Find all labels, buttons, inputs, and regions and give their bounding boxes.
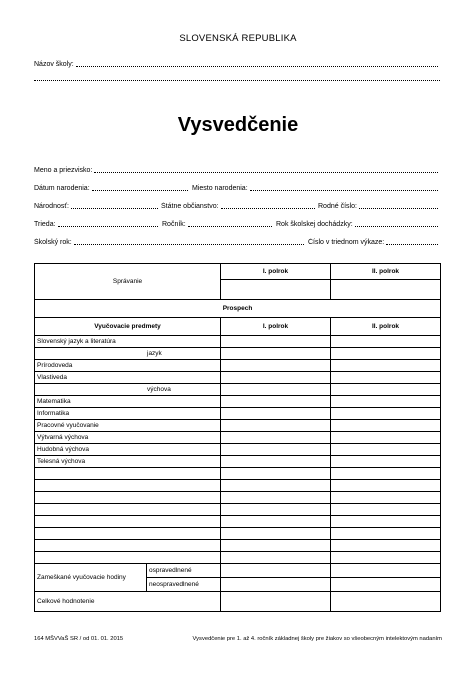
behavior-term2-header: II. polrok [331, 264, 441, 280]
subject-name[interactable] [35, 528, 221, 540]
subject-name: Telesná výchova [35, 456, 221, 468]
subject-name: jazyk [35, 348, 221, 360]
school-year-label: Školský rok: [34, 239, 72, 246]
personal-number-field[interactable] [318, 202, 440, 210]
subjects-term2-header: II. polrok [331, 318, 441, 336]
subject-name: Prírodoveda [35, 360, 221, 372]
school-name-dots [76, 60, 438, 67]
birth-date-dots [92, 184, 188, 191]
overall-label: Celkové hodnotenie [35, 592, 221, 612]
grade-term2-cell[interactable] [331, 492, 441, 504]
grade-term1-cell[interactable] [221, 540, 331, 552]
register-number-label: Číslo v triednom výkaze: [308, 239, 385, 246]
year-label: Ročník: [162, 221, 186, 228]
behavior-term2-cell[interactable] [331, 280, 441, 300]
attendance-year-label: Rok školskej dochádzky: [276, 221, 353, 228]
attendance-year-field[interactable] [276, 220, 440, 228]
class-label: Trieda: [34, 221, 56, 228]
birth-date-label: Dátum narodenia: [34, 185, 90, 192]
personal-number-label: Rodné číslo: [318, 203, 357, 210]
grade-term1-cell[interactable] [221, 432, 331, 444]
grade-term1-cell[interactable] [221, 480, 331, 492]
grade-term2-cell[interactable] [331, 480, 441, 492]
subject-name: Slovenský jazyk a literatúra [35, 336, 221, 348]
subject-name: Hudobná výchova [35, 444, 221, 456]
subject-name[interactable] [35, 516, 221, 528]
grade-term1-cell[interactable] [221, 420, 331, 432]
nationality-label: Národnosť: [34, 203, 69, 210]
name-label: Meno a priezvisko: [34, 167, 93, 174]
grade-term1-cell[interactable] [221, 492, 331, 504]
subject-name: Výtvarná výchova [35, 432, 221, 444]
grade-term1-cell[interactable] [221, 408, 331, 420]
subjects-header: Vyučovacie predmety [35, 318, 221, 336]
school-name-label: Názov školy: [34, 61, 74, 68]
subject-name: Pracovné vyučovanie [35, 420, 221, 432]
country-heading: SLOVENSKÁ REPUBLIKA [179, 33, 297, 44]
class-dots [58, 220, 158, 227]
personal-number-dots [359, 202, 438, 209]
grade-term1-cell[interactable] [221, 372, 331, 384]
name-field[interactable] [34, 166, 440, 174]
overall-term1-cell[interactable] [221, 592, 331, 612]
grade-term1-cell[interactable] [221, 552, 331, 564]
year-field[interactable] [162, 220, 274, 228]
grade-term2-cell[interactable] [331, 384, 441, 396]
document-title: Vysvedčenie [177, 114, 299, 136]
subject-name: Matematika [35, 396, 221, 408]
overall-term2-cell[interactable] [331, 592, 441, 612]
citizenship-field[interactable] [161, 202, 317, 210]
grade-term1-cell[interactable] [221, 348, 331, 360]
grade-term2-cell[interactable] [331, 396, 441, 408]
unexcused-term2-cell[interactable] [331, 578, 441, 592]
year-dots [188, 220, 272, 227]
school-name-field[interactable] [34, 60, 440, 68]
subjects-term1-header: I. polrok [221, 318, 331, 336]
excused-term2-cell[interactable] [331, 564, 441, 578]
grade-term2-cell[interactable] [331, 552, 441, 564]
form-code: 164 MŠVVaŠ SR / od 01. 01. 2015 [34, 636, 124, 642]
behavior-label: Správanie [35, 264, 221, 300]
register-number-field[interactable] [308, 238, 440, 246]
excused-term1-cell[interactable] [221, 564, 331, 578]
attendance-year-dots [355, 220, 438, 227]
grade-term2-cell[interactable] [331, 432, 441, 444]
class-field[interactable] [34, 220, 160, 228]
grade-term2-cell[interactable] [331, 456, 441, 468]
grade-term2-cell[interactable] [331, 444, 441, 456]
missed-hours-label: Zameškané vyučovacie hodiny [35, 564, 147, 592]
grade-term2-cell[interactable] [331, 360, 441, 372]
unexcused-term1-cell[interactable] [221, 578, 331, 592]
grade-term2-cell[interactable] [331, 348, 441, 360]
subject-name[interactable] [35, 552, 221, 564]
nationality-field[interactable] [34, 202, 160, 210]
grade-term2-cell[interactable] [331, 504, 441, 516]
birth-place-label: Miesto narodenia: [192, 185, 248, 192]
grade-term1-cell[interactable] [221, 528, 331, 540]
excused-label: ospravedlnené [147, 564, 221, 578]
grade-term1-cell[interactable] [221, 456, 331, 468]
school-year-field[interactable] [34, 238, 306, 246]
subject-name[interactable] [35, 492, 221, 504]
subject-name: Informatika [35, 408, 221, 420]
grade-term2-cell[interactable] [331, 540, 441, 552]
grade-term2-cell[interactable] [331, 408, 441, 420]
behavior-term1-header: I. polrok [221, 264, 331, 280]
grade-term2-cell[interactable] [331, 528, 441, 540]
grade-term2-cell[interactable] [331, 420, 441, 432]
birth-date-field[interactable] [34, 184, 190, 192]
subject-name[interactable] [35, 540, 221, 552]
register-number-dots [386, 238, 438, 245]
grades-table [34, 263, 441, 612]
form-description: Vysvedčenie pre 1. až 4. ročník základnej školy pre žiakov so všeobecným intelektovým nadaním [192, 636, 442, 642]
grade-term1-cell[interactable] [221, 468, 331, 480]
nationality-dots [71, 202, 158, 209]
citizenship-label: Štátne občianstvo: [161, 203, 219, 210]
grade-term1-cell[interactable] [221, 444, 331, 456]
grade-term2-cell[interactable] [331, 336, 441, 348]
subject-name[interactable] [35, 504, 221, 516]
grade-term1-cell[interactable] [221, 504, 331, 516]
grade-term1-cell[interactable] [221, 396, 331, 408]
subject-name[interactable] [35, 468, 221, 480]
grade-term1-cell[interactable] [221, 384, 331, 396]
subject-name[interactable] [35, 480, 221, 492]
grade-term2-cell[interactable] [331, 516, 441, 528]
behavior-term1-cell[interactable] [221, 280, 331, 300]
subject-name: Vlastiveda [35, 372, 221, 384]
citizenship-dots [221, 202, 315, 209]
grade-term1-cell[interactable] [221, 336, 331, 348]
prospech-header: Prospech [35, 300, 441, 318]
unexcused-label: neospravedlnené [147, 578, 221, 592]
grade-term2-cell[interactable] [331, 372, 441, 384]
subject-name: výchova [35, 384, 221, 396]
grade-term2-cell[interactable] [331, 468, 441, 480]
grade-term1-cell[interactable] [221, 360, 331, 372]
birth-place-dots [250, 184, 438, 191]
name-dots [94, 166, 438, 173]
grade-term1-cell[interactable] [221, 516, 331, 528]
birth-place-field[interactable] [192, 184, 440, 192]
school-name-line-2[interactable] [34, 80, 440, 81]
school-year-dots [74, 238, 304, 245]
